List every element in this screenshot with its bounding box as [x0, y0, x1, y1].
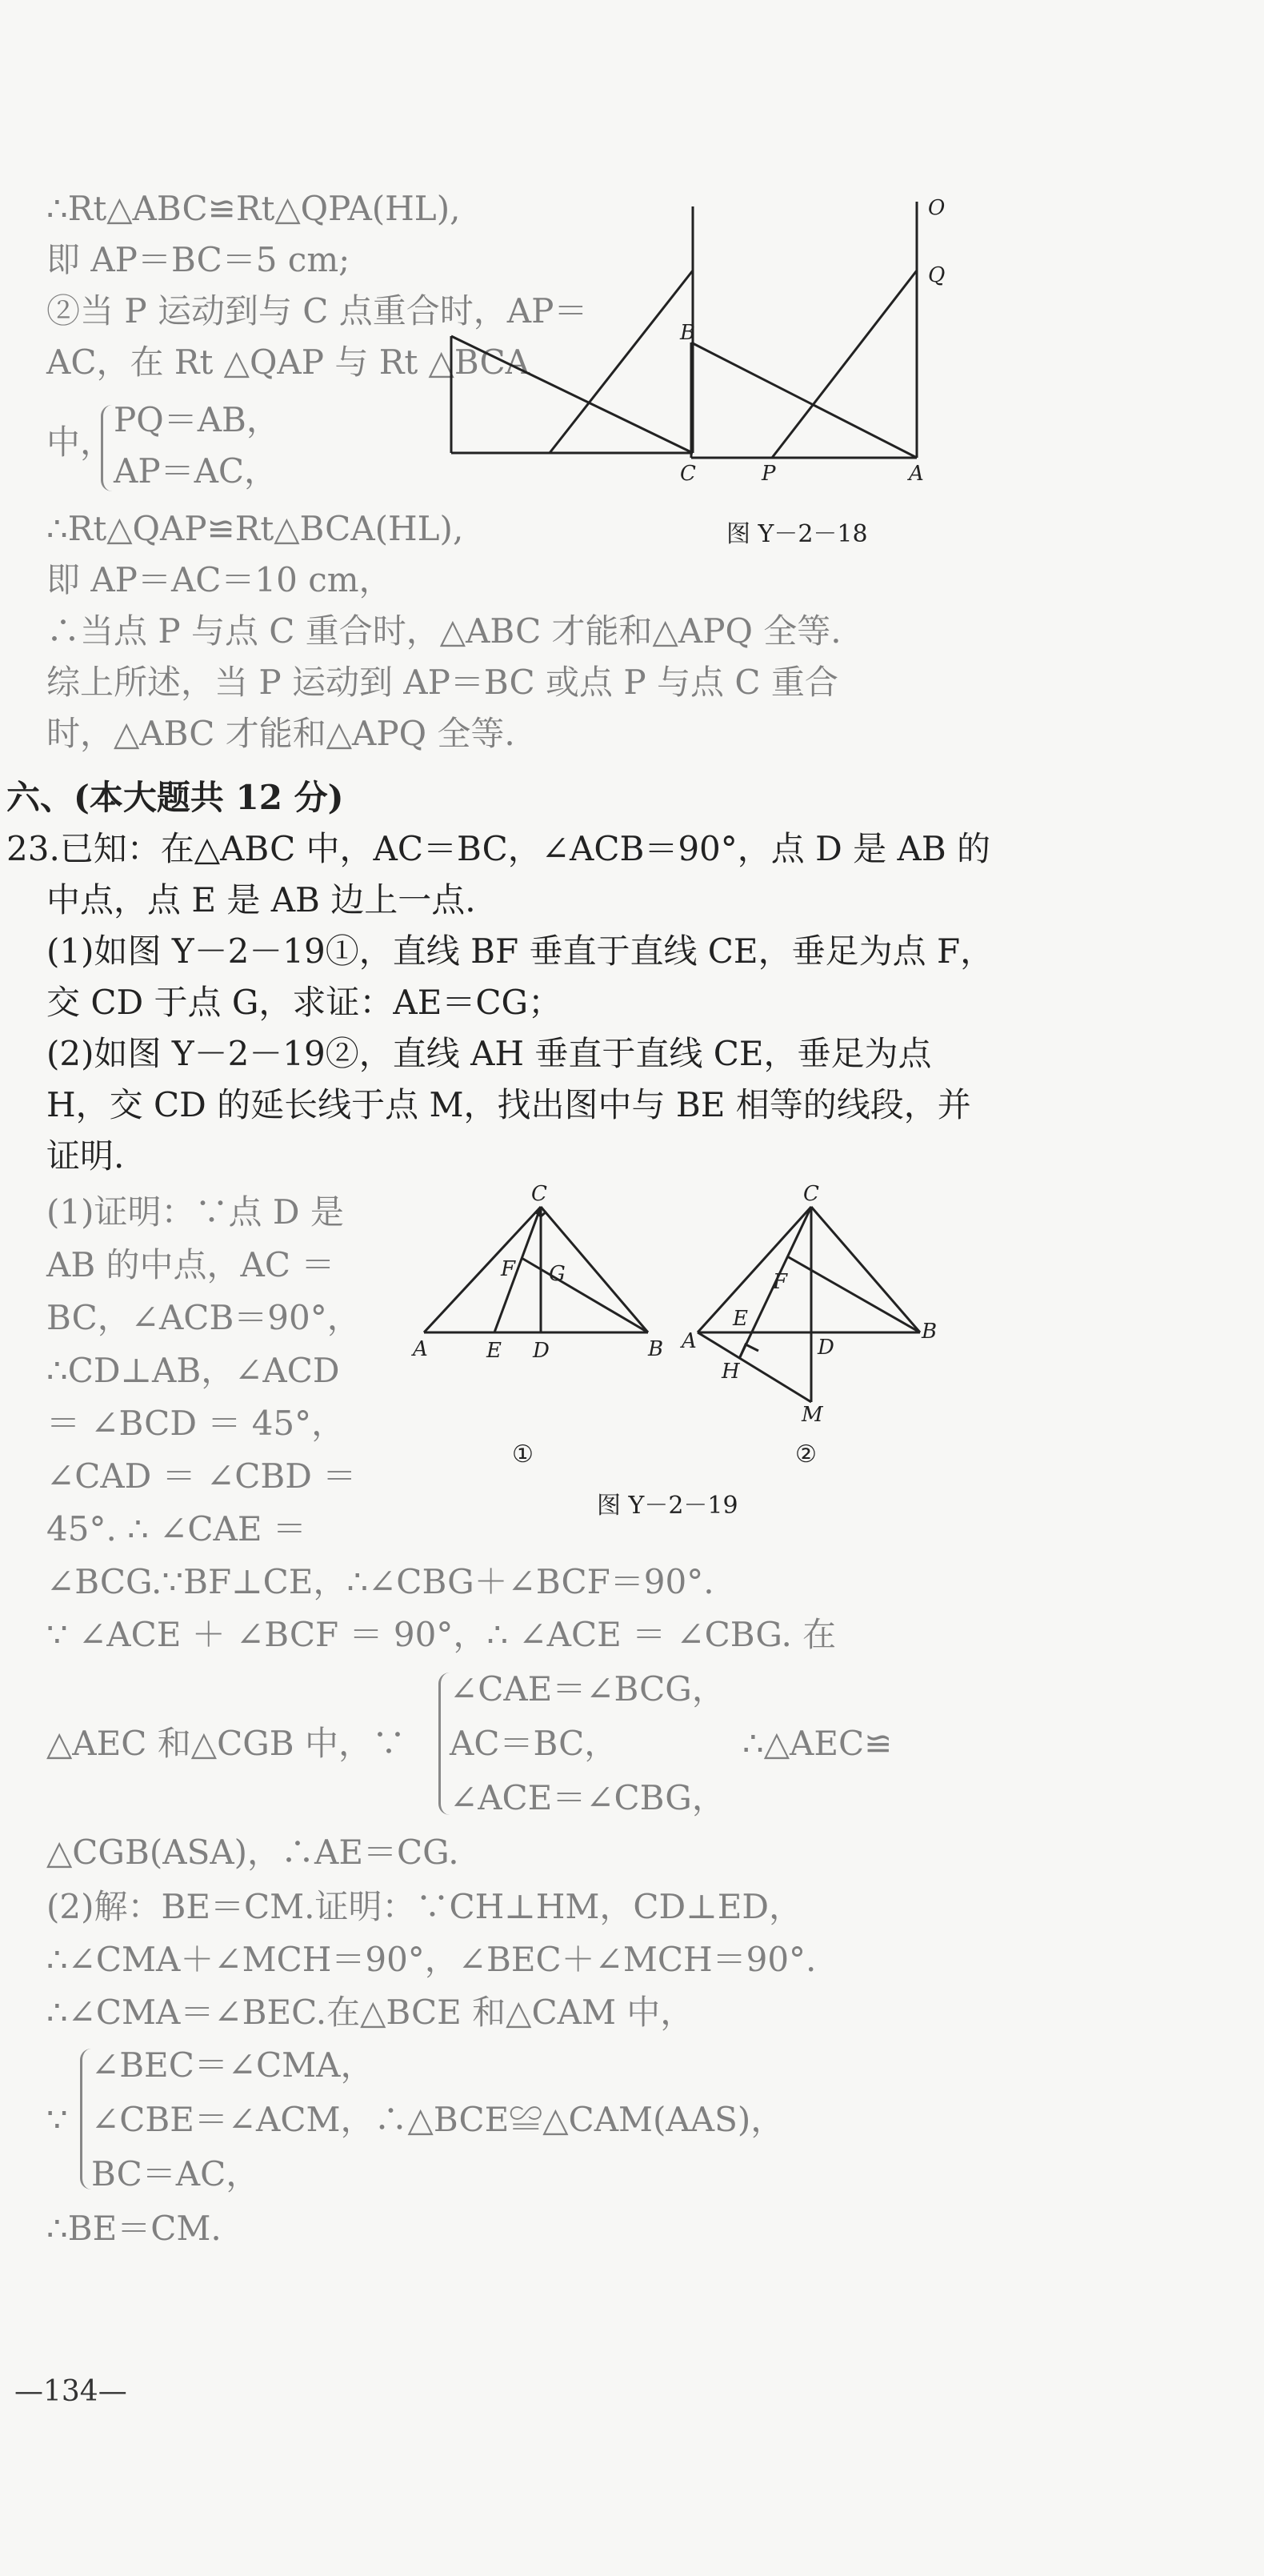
answer-line: AC＝BC，: [450, 1724, 618, 1763]
question-line: 证明.: [46, 1136, 125, 1176]
label-f: F: [773, 1270, 788, 1294]
answer-line: ∠CBE＝∠ACM，∴△BCE≌△CAM(AAS)，: [91, 2100, 785, 2139]
answer-line: 45°. ∴ ∠CAE ＝: [46, 1509, 306, 1548]
label-a: A: [682, 1329, 697, 1353]
brace: [80, 2049, 92, 2189]
figure-y-2-19: [0, 1168, 1264, 1504]
text-line: ②当 P 运动到与 C 点重合时，AP＝: [46, 291, 588, 331]
brace: [438, 1673, 450, 1815]
text-line: PQ＝AB，: [114, 400, 280, 439]
text-line: AC，在 Rt △QAP 与 Rt △BCA: [46, 343, 530, 382]
question-line: (1)如图 Y－2－19①，直线 BF 垂直于直线 CE，垂足为点 F，: [46, 931, 994, 971]
answer-line: ∴△AEC≌: [742, 1724, 893, 1763]
answer-line: ∵ ∠ACE ＋ ∠BCF ＝ 90°，∴ ∠ACE ＝ ∠CBG. 在: [46, 1615, 837, 1654]
answer-line: ∴CD⊥AB，∠ACD: [46, 1351, 340, 1390]
answer-line: ＝ ∠BCD ＝ 45°，: [46, 1404, 346, 1443]
label-a: A: [413, 1337, 428, 1361]
question-line: 23.已知：在△ABC 中，AC＝BC，∠ACB＝90°，点 D 是 AB 的: [6, 829, 991, 868]
label-d: D: [533, 1339, 550, 1363]
page-number: —134—: [14, 2375, 127, 2408]
text-line: 时，△ABC 才能和△APQ 全等.: [46, 714, 515, 753]
section-header: 六、(本大题共 12 分): [6, 778, 344, 817]
figure-y-2-18-drawing: [0, 0, 1264, 560]
answer-line: △AEC 和△CGB 中，∵: [46, 1724, 406, 1763]
label-c: C: [803, 1182, 819, 1206]
label-c: C: [531, 1182, 547, 1206]
text-line: 即 AP＝AC＝10 cm，: [46, 560, 393, 599]
answer-line: ∠BCG.∵BF⊥CE，∴∠CBG＋∠BCF＝90°.: [46, 1562, 714, 1601]
text-line: 中，: [46, 423, 114, 462]
text-line: 即 AP＝BC＝5 cm;: [46, 240, 350, 279]
answer-line: ∠BEC＝∠CMA，: [91, 2045, 374, 2085]
question-line: H，交 CD 的延长线于点 M，找出图中与 BE 相等的线段，并: [46, 1085, 971, 1124]
label-q: Q: [928, 263, 946, 287]
question-line: 交 CD 于点 G，求证：AE＝CG；: [46, 983, 562, 1022]
answer-line: △CGB(ASA)，∴AE＝CG.: [46, 1833, 459, 1872]
answer-line: BC＝AC，: [91, 2154, 260, 2193]
question-line: 中点，点 E 是 AB 边上一点.: [46, 880, 476, 919]
label-o: O: [928, 196, 946, 220]
label-b: B: [680, 321, 696, 345]
answer-line: ∴∠CMA＝∠BEC.在△BCE 和△CAM 中，: [46, 1993, 694, 2032]
label-p: P: [762, 462, 776, 486]
question-line: (2)如图 Y－2－19②，直线 AH 垂直于直线 CE，垂足为点: [46, 1034, 932, 1073]
label-e: E: [486, 1339, 502, 1363]
label-e: E: [733, 1307, 748, 1331]
answer-line: ∠CAE＝∠BCG，: [450, 1669, 726, 1709]
figure-caption: 图 Y－2－19: [597, 1492, 738, 1520]
figure-sub-label: ②: [795, 1440, 817, 1468]
text-line: 综上所述，当 P 运动到 AP＝BC 或点 P 与点 C 重合: [46, 663, 838, 702]
answer-line: ∴BE＝CM.: [46, 2209, 222, 2248]
label-f: F: [501, 1257, 516, 1281]
answer-line: BC，∠ACB＝90°，: [46, 1298, 361, 1337]
text-line: ∴Rt△QAP≌Rt△BCA(HL),: [46, 509, 464, 548]
label-a: A: [909, 462, 924, 486]
answer-line: ∠CAD ＝ ∠CBD ＝: [46, 1456, 357, 1496]
label-c: C: [680, 462, 696, 486]
answer-line: (1)证明：∵点 D 是: [46, 1192, 344, 1232]
label-h: H: [722, 1360, 740, 1384]
answer-line: ∵: [46, 2100, 68, 2139]
text-line: AP＝AC，: [114, 451, 278, 491]
label-b: B: [648, 1337, 664, 1361]
label-d: D: [818, 1336, 834, 1360]
text-line: ∴当点 P 与点 C 重合时，△ABC 才能和△APQ 全等.: [46, 611, 842, 651]
text-line: ∴Rt△ABC≌Rt△QPA(HL),: [46, 189, 461, 228]
answer-line: ∠ACE＝∠CBG，: [450, 1778, 726, 1817]
figure-caption: 图 Y－2－18: [726, 520, 868, 548]
label-m: M: [802, 1403, 823, 1427]
answer-line: AB 的中点，AC ＝: [46, 1245, 335, 1284]
figure-sub-label: ①: [512, 1440, 534, 1468]
answer-line: ∴∠CMA＋∠MCH＝90°，∠BEC＋∠MCH＝90°.: [46, 1940, 817, 1979]
label-b: B: [922, 1320, 938, 1344]
answer-line: (2)解：BE＝CM.证明：∵CH⊥HM，CD⊥ED，: [46, 1887, 803, 1926]
label-g: G: [549, 1262, 566, 1286]
